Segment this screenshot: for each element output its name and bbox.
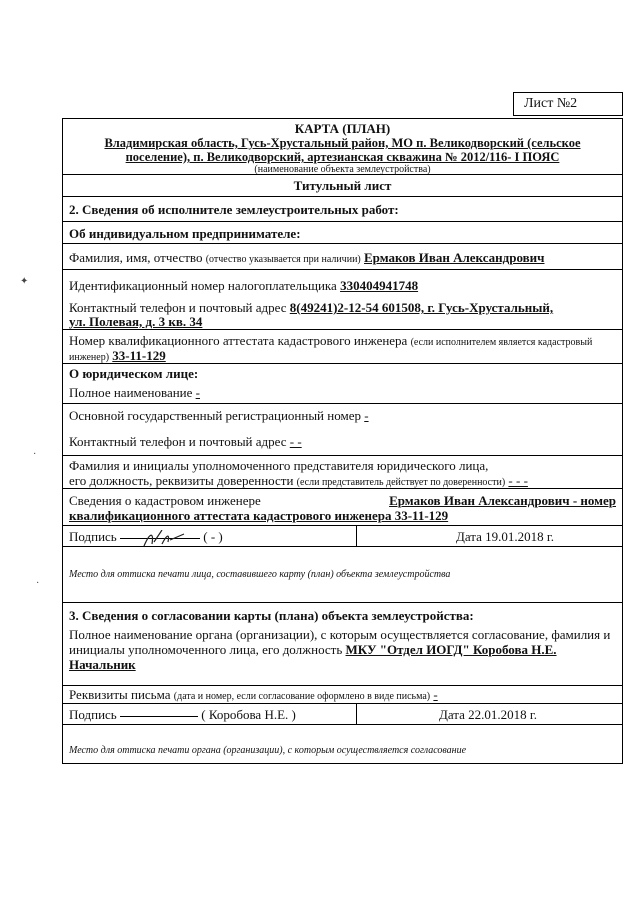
cert-row [63, 330, 622, 364]
engineer-value-line1: Ермаков Иван Александрович - номер [389, 493, 616, 508]
section3-body-line1: Полное наименование органа (организации), с которым осуществляется согласование, фамилия и [69, 627, 611, 642]
object-name-line1: Владимирская область, Гусь-Хрустальный район, МО п. Великодворский (сельское [104, 136, 581, 150]
contact-value-line2: ул. Полевая, д. 3 кв. 34 [69, 314, 203, 329]
cert-field [69, 333, 592, 349]
full-name-label: Полное наименование [69, 385, 193, 400]
rep-field [69, 473, 528, 489]
signature-label-2: Подпись [69, 529, 117, 544]
ogrn-field [69, 408, 369, 424]
sheet-number: Лист №2 [513, 92, 623, 116]
stamp-row-2 [63, 547, 622, 603]
cert-note-line1: (если исполнителем является кадастровый [410, 337, 593, 348]
full-name-field [69, 385, 200, 401]
rep-value: - - - [508, 473, 528, 488]
section3-block [63, 603, 622, 686]
signature-divider [356, 526, 357, 546]
ogrn-row [63, 404, 622, 456]
section3-body-value2: Начальник [69, 657, 136, 672]
signature-field-2 [69, 529, 223, 545]
stamp-place-3: Место для оттиска печати органа (организации), с которым осуществляется согласование [69, 745, 467, 756]
date-2: Дата 19.01.2018 г. [455, 529, 554, 544]
signature-label-3: Подпись [69, 707, 117, 722]
ip-heading-row [63, 222, 622, 244]
signature-row-2 [63, 526, 622, 547]
object-name-line2: поселение), п. Великодворский, артезианская скважина № 2012/116- I ПОЯС [125, 150, 560, 164]
letter-value: - [433, 687, 438, 702]
cert-value: 33-11-129 [112, 348, 166, 363]
signature-line-3 [120, 716, 198, 717]
signature-name-3: ( Коробова Н.Е. ) [201, 707, 296, 722]
signature-divider-3 [356, 704, 357, 724]
scan-mark: ✦ [20, 276, 29, 287]
section3-body-value1: МКУ "Отдел ИОГД" Коробова Н.Е. [345, 642, 557, 657]
ip-heading: Об индивидуальном предпринимателе: [69, 226, 301, 241]
scan-dot: · [36, 578, 40, 589]
fio-value: Ермаков Иван Александрович [364, 250, 545, 265]
rep-note: (если представитель действует по доверенности) [296, 477, 506, 488]
engineer-prefix: Сведения о кадастровом инженере [69, 493, 261, 508]
stamp-row-3 [63, 725, 622, 763]
fio-label: Фамилия, имя, отчество [69, 250, 203, 265]
header-block [63, 119, 622, 175]
stamp-place-2: Место для оттиска печати лица, составившего карту (план) объекта землеустройства [69, 569, 451, 580]
contact-label: Контактный телефон и почтовый адрес [69, 300, 287, 315]
section3-heading: 3. Сведения о согласовании карты (плана) объекта землеустройства: [69, 608, 474, 623]
cert-label: Номер квалификационного аттестата кадастрового инженера [69, 333, 408, 348]
legal-contact-label: Контактный телефон и почтовый адрес [69, 434, 287, 449]
fio-note: (отчество указывается при наличии) [205, 254, 361, 265]
engineer-row [63, 489, 622, 526]
contact-value-line1: 8(49241)2-12-54 601508, г. Гусь-Хрустальный, [289, 300, 554, 315]
object-name-caption: (наименование объекта землеустройства) [254, 164, 431, 175]
signature-name-2: ( - ) [203, 529, 223, 544]
signature-field-3 [69, 707, 296, 723]
letter-label: Реквизиты письма [69, 687, 171, 702]
cert-note-line2: инженер) [69, 352, 110, 363]
section3-body-field [69, 642, 557, 658]
fio-field [69, 250, 544, 266]
scan-dot: · [33, 449, 37, 460]
inn-label: Идентификационный номер налогоплательщика [69, 278, 337, 293]
engineer-value-line2: квалификационного аттестата кадастрового инженера 33-11-129 [69, 508, 449, 523]
letter-row [63, 686, 622, 704]
legal-row [63, 364, 622, 404]
full-name-value: - [195, 385, 200, 400]
doc-title: КАРТА (ПЛАН) [294, 121, 391, 136]
section2-heading: 2. Сведения об исполнителе землеустроительных работ: [69, 202, 399, 217]
signature-row-3 [63, 704, 622, 725]
letter-note: (дата и номер, если согласование оформлено в виде письма) [173, 691, 431, 702]
section3-body-line2: инициалы уполномоченного лица, его должность [69, 642, 343, 657]
title-sheet-label: Титульный лист [293, 178, 392, 193]
cert-field-line2 [69, 348, 166, 364]
letter-field [69, 687, 438, 703]
title-sheet-row [63, 175, 622, 197]
inn-value: 330404941748 [340, 278, 419, 293]
section2-heading-row [63, 197, 622, 222]
ogrn-value: - [364, 408, 369, 423]
signature-line-2 [120, 538, 200, 539]
legal-contact-value: - - [289, 434, 302, 449]
ogrn-label: Основной государственный регистрационный номер [69, 408, 361, 423]
date-3: Дата 22.01.2018 г. [438, 707, 537, 722]
legal-heading: О юридическом лице: [69, 366, 199, 381]
representative-row [63, 456, 622, 489]
rep-line1: Фамилия и инициалы уполномоченного представителя юридического лица, [69, 458, 489, 473]
inn-field [69, 278, 418, 294]
fio-row [63, 244, 622, 270]
title-sheet-form [62, 118, 623, 764]
inn-contact-row [63, 270, 622, 330]
rep-line2: его должность, реквизиты доверенности [69, 473, 294, 488]
legal-contact-field [69, 434, 302, 450]
